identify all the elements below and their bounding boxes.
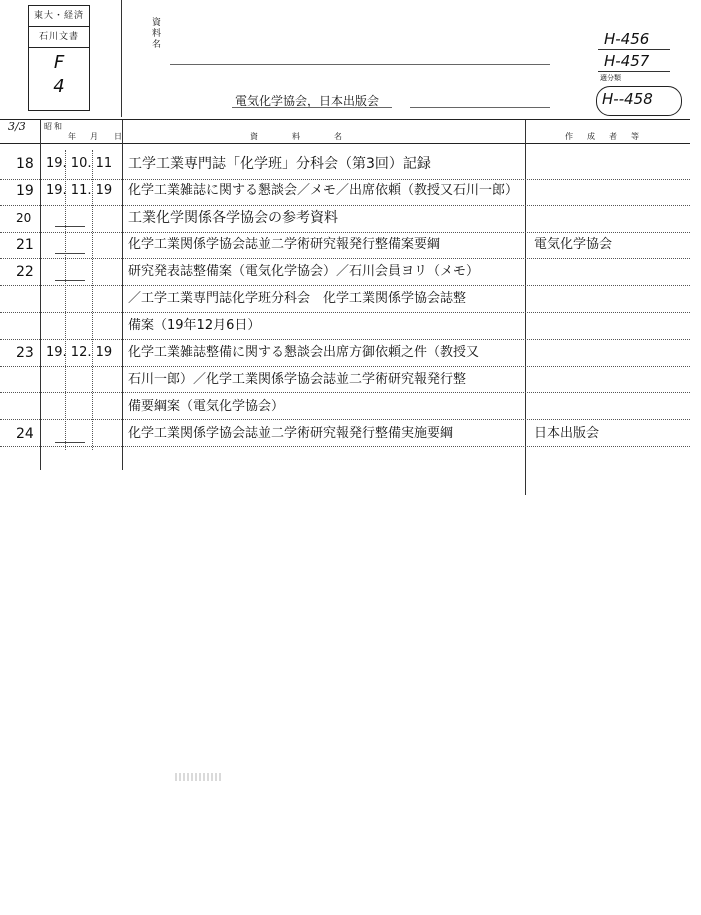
- ditto-mark: [55, 226, 85, 227]
- row-separator: [0, 205, 690, 206]
- row-separator: [0, 179, 690, 180]
- row-title: 備要綱案（電気化学協会）: [128, 399, 285, 414]
- ditto-mark: [55, 253, 85, 254]
- row-author: 電気化学協会: [534, 237, 613, 252]
- row-no: 18: [16, 156, 34, 172]
- header-author: 作 成 者 等: [565, 132, 642, 141]
- row-date: 19. 12. 19: [46, 345, 113, 360]
- header-month: 月: [90, 132, 100, 141]
- row-no: 20: [16, 211, 32, 225]
- code-secondary: H-457: [604, 52, 650, 70]
- header-day: 日: [114, 132, 124, 141]
- row-title: 研究発表誌整備案（電気化学協会）／石川会員ヨリ（メモ）: [128, 264, 480, 279]
- stamp-line-1: 東大・経済: [29, 6, 89, 27]
- row-title: 工学工業専門誌「化学班」分科会（第3回）記録: [128, 156, 431, 172]
- column-line-no: [40, 120, 41, 470]
- table-top-border: [0, 119, 690, 120]
- row-title: 化学工業関係学協会誌並二学術研究報発行整備案要綱: [128, 237, 441, 252]
- column-line-author: [525, 120, 526, 495]
- code-classified: H--458: [602, 90, 653, 108]
- row-title: 化学工業雑誌整備に関する懇談会出席方御依頼之件（教授又: [128, 345, 480, 360]
- row-separator: [0, 419, 690, 420]
- column-line-date: [122, 120, 123, 470]
- row-no: 23: [16, 345, 34, 361]
- row-author: 日本出版会: [534, 426, 600, 441]
- code-secondary-line: [598, 71, 670, 72]
- title-underline: [170, 64, 550, 65]
- code-primary: H-456: [604, 30, 650, 48]
- classification-label: 適分類: [600, 74, 621, 82]
- document-subtitle: 電気化学協会，日本出版会: [235, 94, 380, 108]
- row-title: 備案（19年12月6日）: [128, 318, 261, 333]
- archive-stamp: [28, 5, 90, 111]
- header-divider: [121, 0, 122, 117]
- row-separator: [0, 285, 690, 286]
- row-separator: [0, 232, 690, 233]
- table-header-border: [0, 143, 690, 144]
- row-no: 19: [16, 183, 34, 199]
- row-no: 22: [16, 264, 34, 280]
- row-no: 24: [16, 426, 34, 442]
- code-primary-line: [598, 49, 670, 50]
- row-separator: [0, 366, 690, 367]
- header-material-name: 資 料 名: [250, 132, 348, 141]
- row-title: 石川一郎）／化学工業関係学協会誌並二学術研究報発行整: [128, 372, 467, 387]
- row-no: 21: [16, 237, 34, 253]
- row-separator: [0, 392, 690, 393]
- stamp-number: 4: [53, 76, 65, 97]
- row-title: ／工学工業専門誌化学班分科会 化学工業関係学協会誌整: [128, 291, 467, 306]
- row-date: 19. 10. 11: [46, 156, 113, 171]
- subtitle-underline: [232, 107, 392, 108]
- stamp-line-2: 石川文書: [29, 27, 89, 48]
- era-label: 昭和: [44, 122, 64, 131]
- ditto-mark: [55, 442, 85, 443]
- row-separator: [0, 258, 690, 259]
- row-separator: [0, 339, 690, 340]
- page-fraction: 3/3: [8, 120, 26, 133]
- scan-smudge: [175, 773, 221, 781]
- row-title: 工業化学関係各学協会の参考資料: [128, 210, 338, 226]
- header-year: 年: [68, 132, 78, 141]
- subtitle-underline-2: [410, 107, 550, 108]
- row-date: 19. 11. 19: [46, 183, 113, 198]
- row-separator: [0, 312, 690, 313]
- material-name-label: 資料名: [152, 18, 162, 50]
- row-title: 化学工業関係学協会誌並二学術研究報発行整備実施要綱: [128, 426, 454, 441]
- stamp-letter: F: [53, 52, 65, 73]
- row-separator: [0, 446, 690, 447]
- row-title: 化学工業雑誌に関する懇談会／メモ／出席依頼（教授又石川一郎）: [128, 183, 519, 198]
- ditto-mark: [55, 280, 85, 281]
